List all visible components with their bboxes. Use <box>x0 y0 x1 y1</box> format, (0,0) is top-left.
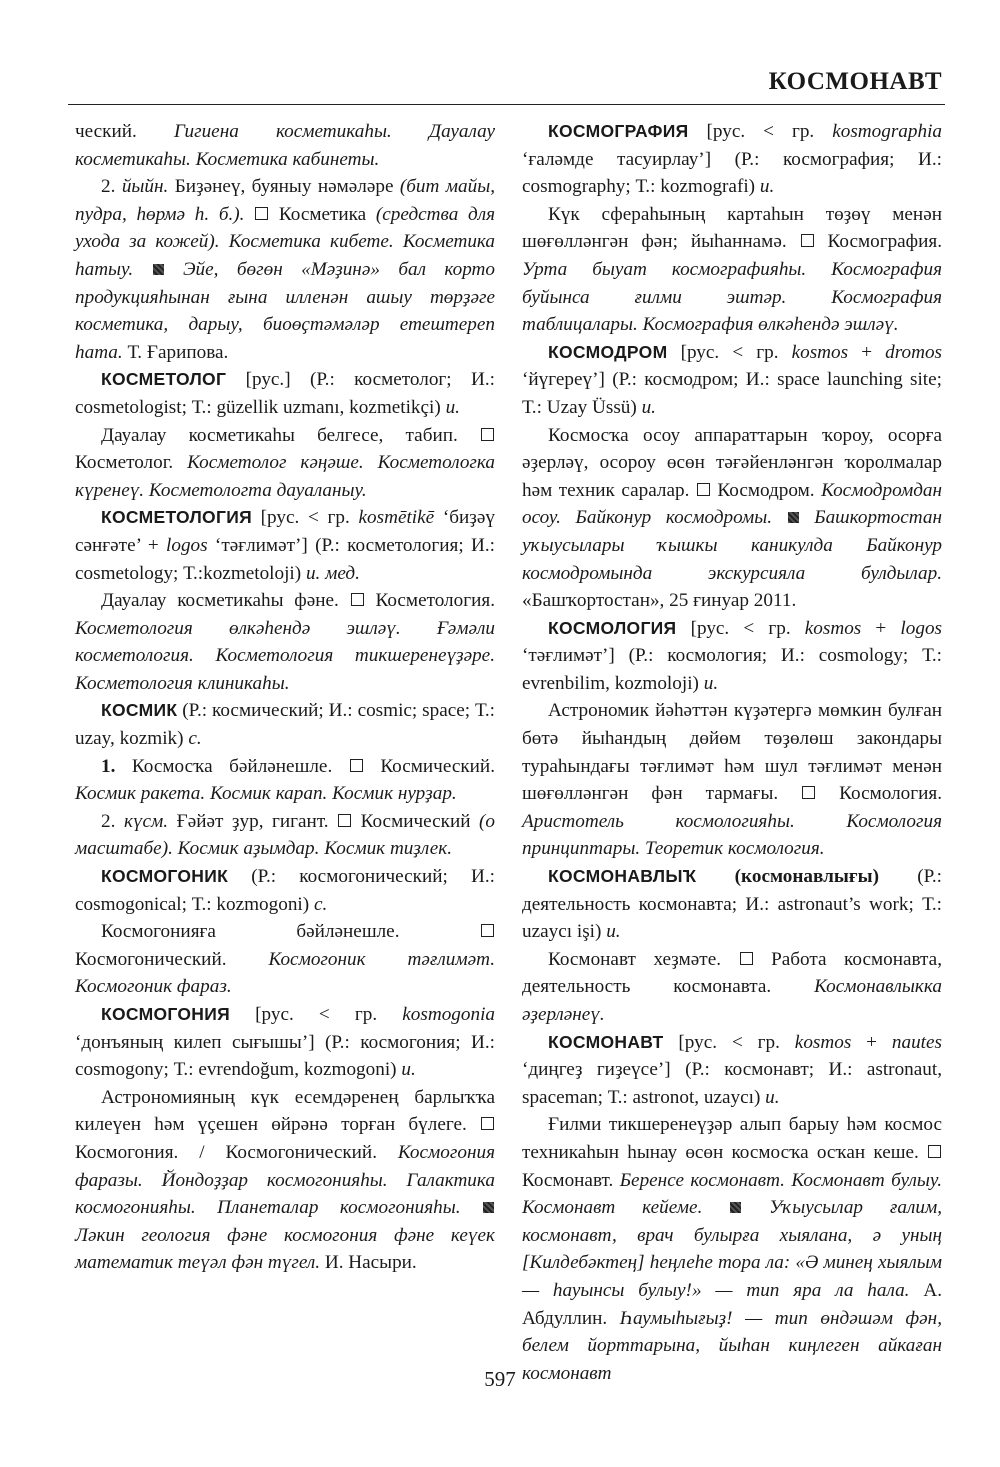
translation-marker-icon <box>697 483 710 496</box>
definition: Дауалау косметикаһы фәне. Косметология. Косметология өлкәһендә эшләү. Ғәмәли косметология. Косметология тикшеренеүҙәре. Косметология клиникаһы. <box>75 590 495 694</box>
translation-marker-icon <box>255 207 268 220</box>
quotation-marker-icon <box>730 1202 741 1213</box>
headword: КОСМОНАВЛЫҠ <box>548 866 697 887</box>
entry-kosmetolog: КОСМЕТОЛОГ [рус.] (Р.: косметолог; И.: cosmetologist; Т.: güzellik uzmanı, kozmetikçi) и. <box>75 369 495 418</box>
headword: КОСМОГОНИК <box>101 866 229 887</box>
headword: КОСМИК <box>101 700 178 721</box>
definition: Космосҡа осоу аппараттарын ҡороу, осорға әҙерләү, осороу өсөн тәғәйенләнгән ҡоролмалар һәм техник саралар. Космодром. Космодромдан осоу. Байконур космодромы. Башкортостан уҡыусылары ҡышкы каникулда Байконур космодромында экскурсияла булдылар. «Башҡортостан», 25 ғинуар 2011. <box>522 424 943 612</box>
headword: КОСМОГРАФИЯ <box>548 121 689 141</box>
translation-marker-icon <box>481 428 494 441</box>
sense-2: 2. күсм. Ғәйәт ҙур, гигант. Космический (о масштабе). Космик аҙымдар. Космик тиҙлек. <box>75 810 496 860</box>
translation-marker-icon <box>928 1145 941 1158</box>
headword: КОСМЕТОЛОГИЯ <box>101 507 252 528</box>
translation-marker-icon <box>802 786 815 799</box>
translation-marker-icon <box>481 924 494 937</box>
right-column <box>522 118 942 1387</box>
entry-kosmonavt: КОСМОНАВТ [рус. < гр. kosmos + nautes ‘диңгеҙ гиҙеүсе’] (Р.: космонавт; И.: astronaut, spaceman; Т.: astronot, uzaycı) и. <box>522 1031 942 1108</box>
entry-kosmogoniya: КОСМОГОНИЯ [рус. < гр. kosmogonia ‘донъяның килеп сығышы’] (Р.: космогония; И.: cosmogony; Т.: evrendoğum, kozmogoni) и. <box>75 1004 495 1081</box>
entry-continuation: ческий. Гигиена косметикаһы. Дауалау косметикаһы. Косметика кабинеты. <box>75 121 495 170</box>
headword: КОСМОГОНИЯ <box>101 1004 230 1024</box>
definition: Космонавт хеҙмәте. Работа космонавта, деятельность космонавта. Космонавлыкка әҙерләнеү. <box>522 948 942 1025</box>
translation-marker-icon <box>350 759 363 772</box>
entry-kosmogonik: КОСМОГОНИК (Р.: космогонический; И.: cosmogonical; Т.: kozmogoni) с. <box>75 866 495 915</box>
headword: КОСМОНАВТ <box>548 1031 664 1052</box>
headword: КОСМЕТОЛОГ <box>101 369 227 390</box>
headword: КОСМОДРОМ <box>548 341 668 362</box>
page-number: 597 <box>484 1367 516 1391</box>
entry-kosmik: КОСМИК (Р.: космический; И.: cosmic; space; Т.: uzay, kozmik) с. <box>75 700 495 750</box>
translation-marker-icon <box>801 234 814 247</box>
translation-marker-icon <box>740 952 753 965</box>
definition: Күк сфераһының картаһын төҙөү менән шөғөлләнгән фән; йыһаннамә. Космография. Урта быуат космографияһы. Космография буйынса ғилми эштәр. Космография таблицалары. Космография өлкәһендә эшләү. <box>522 203 943 336</box>
quotation-marker-icon <box>483 1202 494 1213</box>
definition: Космогонияға бәйләнешле. Космогонический. Космогоник тәғлимәт. Космогоник фараз. <box>75 921 495 998</box>
quotation-marker-icon <box>153 264 164 275</box>
quotation-marker-icon <box>788 512 799 523</box>
header-rule <box>68 104 945 105</box>
headword: КОСМОЛОГИЯ <box>548 617 677 638</box>
sense-1: 1. Космосҡа бәйләнешле. Космический. Космик ракета. Космик карап. Космик нурҙар. <box>75 755 495 805</box>
entry-kosmodrom: КОСМОДРОМ [рус. < гр. kosmos + dromos ‘йүгереү’] (Р.: космодром; И.: space launching site; Т.: Uzay Üssü) и. <box>522 341 942 418</box>
entry-kosmografiya: КОСМОГРАФИЯ [рус. < гр. kosmographia ‘ғаләмде тасуирлау’] (Р.: космография; И.: cosmography; Т.: kozmografi) и. <box>522 121 942 198</box>
translation-marker-icon <box>338 814 351 827</box>
translation-marker-icon <box>481 1117 494 1130</box>
running-head: КОСМОНАВТ <box>768 68 942 95</box>
left-column <box>75 118 495 1277</box>
sense-2: 2. йыйн. Биҙәнеү, буяныу нәмәләре (бит майы, пудра, һөрмә һ. б.). Косметика (средства для ухода за кожей). Косметика кибете. Косметика һатыу. Эйе, бөгөн «Мәҙинә» бал корто продукцияһынан ғына илленән ашыу төрҙәге косметика, дарыу, биоөҫтәмәләр етештереп һата. Т. Ғарипова. <box>75 176 496 363</box>
definition: Астрономияның күк есемдәренең барлыҡҡа килеүен һәм үҫешен өйрәнә торған бүлеге. Космогония. / Космогонический. Космогония фаразы. Йондоҙҙар космогонияһы. Галактика космогонияһы. Планеталар космогонияһы. Ләкин геология фәне космогония фәне кеүек математик теүәл фән түгел. И. Насыри. <box>75 1086 495 1274</box>
definition: Ғилми тикшеренеүҙәр алып барыу һәм космос техникаһын һынау өсөн космосҡа осҡан кеше. Космонавт. Беренсе космонавт. Космонавт булыу. Космонавт кейеме. Уҡыусылар ғалим, космонавт, врач булырға хыялана, ә уның [Килдебәктең] һеңлеһе тора ла: «Ә минең хыялым — һауынсы булыу!» — тип яра ла һала. А. Абдуллин. Һаумыһығыҙ! — тип өндәшәм фән, белем йорттарына, йыһан киңлеген айкаған космонавт <box>522 1114 943 1384</box>
translation-marker-icon <box>351 593 364 606</box>
entry-kosmologiya: КОСМОЛОГИЯ [рус. < гр. kosmos + logos ‘тәғлимәт’] (Р.: космология; И.: cosmology; Т.: evrenbilim, kozmoloji) и. <box>522 617 943 694</box>
definition: Астрономик йәһәттән күҙәтергә мөмкин булған бөтә йыһандың дөйөм төҙөлөш закондары тураһындағы тәғлимәт һәм шул тәғлимәт менән шөғөлләнгән фән тармағы. Космология. Аристотель космологияһы. Космология принциптары. Теоретик космология. <box>522 700 942 860</box>
entry-kosmonavlyk: КОСМОНАВЛЫҠ (космонавлығы) (Р.: деятельность космонавта; И.: astronaut’s work; Т.: uzaycı işi) и. <box>522 866 942 943</box>
definition: Дауалау косметикаһы белгесе, табип. Косметолог. Косметолог кәңәше. Косметологка күренеү. Косметологта дауаланыу. <box>75 424 496 501</box>
entry-kosmetologiya: КОСМЕТОЛОГИЯ [рус. < гр. kosmētikē ‘биҙәү сәнғәте’ + logos ‘тәғлимәт’] (Р.: косметология; И.: cosmetology; Т.:kozmetoloji) и. мед. <box>75 507 495 584</box>
